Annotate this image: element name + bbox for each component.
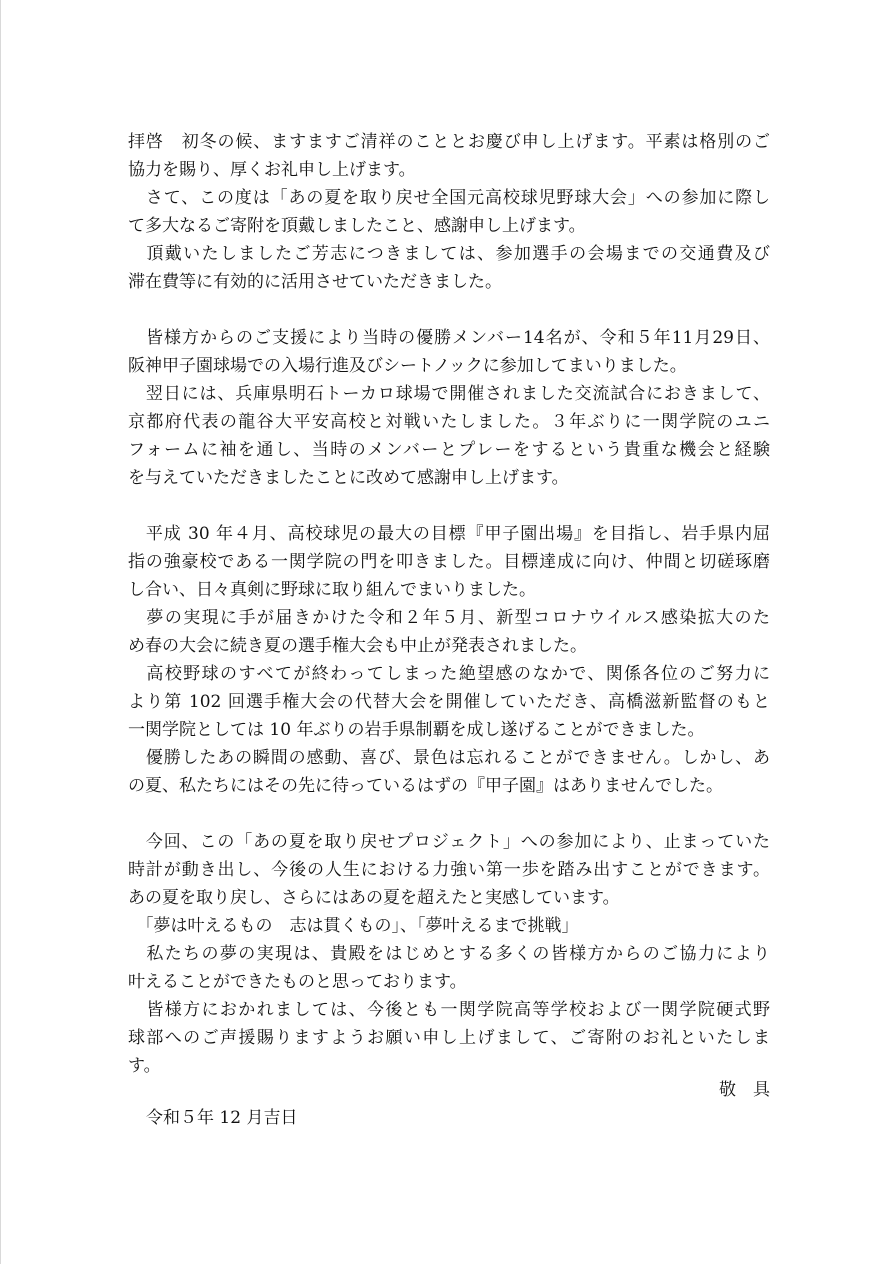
text-line: 阪神甲子園球場での入場行進及びシートノックに参加してまいりました。 bbox=[128, 356, 687, 376]
text-line: し合い、日々真剣に野球に取り組んでまいりました。 bbox=[128, 580, 536, 600]
paragraph-gap bbox=[128, 492, 770, 520]
text-line: 拝啓 初冬の候、ますますご清祥のこととお慶び申し上げます。平素は格別のご bbox=[128, 132, 770, 152]
donation-usage-paragraph bbox=[128, 240, 770, 296]
text-line: より第 102 回選手権大会の代替大会を開催していただき、高橋滋新監督のもと bbox=[128, 692, 770, 712]
victory-emotion-paragraph bbox=[128, 744, 770, 800]
text-line: 翌日には、兵庫県明石トーカロ球場で開催されました交流試合におきまして、 bbox=[128, 384, 770, 404]
text-line: の夏、私たちにはその先に待っているはずの『甲子園』はありませんでした。 bbox=[128, 776, 723, 796]
closing-phrase: 敬 具 bbox=[719, 1080, 770, 1100]
text-line: す。 bbox=[128, 1056, 161, 1076]
greeting-paragraph bbox=[128, 128, 770, 184]
text-line: あの夏を取り戻し、さらにはあの夏を超えたと実感しています。 bbox=[128, 888, 620, 908]
text-line: 今回、この「あの夏を取り戻せプロジェクト」への参加により、止まっていた bbox=[128, 832, 770, 852]
text-line: を与えていただきましたことに改めて感謝申し上げます。 bbox=[128, 468, 569, 488]
text-line: 協力を賜り、厚くお礼申し上げます。 bbox=[128, 160, 416, 180]
text-line: 一関学院としては 10 年ぶりの岩手県制覇を成し遂げることができました。 bbox=[128, 720, 705, 740]
cancellation-paragraph bbox=[128, 604, 770, 660]
text-line: 皆様方におかれましては、今後とも一関学院高等学校および一関学院硬式野 bbox=[128, 1000, 770, 1020]
text-line: フォームに袖を通し、当時のメンバーとプレーをするという貴重な機会と経験 bbox=[128, 440, 770, 460]
text-line: 高校野球のすべてが終わってしまった絶望感のなかで、関係各位のご努力に bbox=[128, 664, 770, 684]
text-line: 頂戴いたしましたご芳志につきましては、参加選手の会場までの交通費及び bbox=[128, 244, 770, 264]
text-line: 時計が動き出し、今後の人生における力強い第一歩を踏み出すことができます。 bbox=[128, 860, 770, 880]
motto-paragraph bbox=[128, 912, 770, 940]
text-line: て多大なるご寄附を頂戴しましたこと、感謝申し上げます。 bbox=[128, 216, 586, 236]
exchange-match-paragraph bbox=[128, 380, 770, 492]
closing-request-paragraph bbox=[128, 996, 770, 1080]
text-line: 優勝したあの瞬間の感動、喜び、景色は忘れることができません。しかし、あ bbox=[128, 748, 770, 768]
text-line: め春の大会に続き夏の選手権大会も中止が発表されました。 bbox=[128, 636, 587, 656]
project-paragraph bbox=[128, 828, 770, 912]
paragraph-gap bbox=[128, 800, 770, 828]
text-line: 滞在費等に有効的に活用させていただきました。 bbox=[128, 272, 502, 292]
text-line: 球部へのご声援賜りますようお願い申し上げまして、ご寄附のお礼といたしま bbox=[128, 1028, 770, 1048]
gratitude-paragraph bbox=[128, 940, 770, 996]
text-line: 夢の実現に手が届きかけた令和２年５月、新型コロナウイルス感染拡大のた bbox=[128, 608, 770, 628]
koshien-participation-paragraph bbox=[128, 324, 770, 380]
paragraph-gap bbox=[128, 296, 770, 324]
text-line: 平成 30 年４月、高校球児の最大の目標『甲子園出場』を目指し、岩手県内屈 bbox=[128, 524, 770, 544]
donation-thanks-paragraph bbox=[128, 184, 770, 240]
text-line: 叶えることができたものと思っております。 bbox=[128, 972, 467, 992]
text-line: 皆様方からのご支援により当時の優勝メンバー14名が、令和５年11月29日、 bbox=[128, 328, 770, 348]
text-line: さて、この度は「あの夏を取り戻せ全国元高校球児野球大会」への参加に際し bbox=[128, 188, 770, 208]
letter-date: 令和５年 12 月吉日 bbox=[146, 1108, 298, 1128]
text-line: 私たちの夢の実現は、貴殿をはじめとする多くの皆様方からのご協力により bbox=[128, 944, 770, 964]
text-line: 「夢は叶えるもの 志は貫くもの」、「夢叶えるまで挑戦」 bbox=[128, 916, 579, 936]
admission-paragraph bbox=[128, 520, 770, 604]
replacement-tournament-paragraph bbox=[128, 660, 770, 744]
text-line: 京都府代表の龍谷大平安高校と対戦いたしました。３年ぶりに一関学院のユニ bbox=[128, 412, 770, 432]
letter-body bbox=[128, 128, 770, 1080]
text-line: 指の強豪校である一関学院の門を叩きました。目標達成に向け、仲間と切磋琢磨 bbox=[128, 552, 770, 572]
